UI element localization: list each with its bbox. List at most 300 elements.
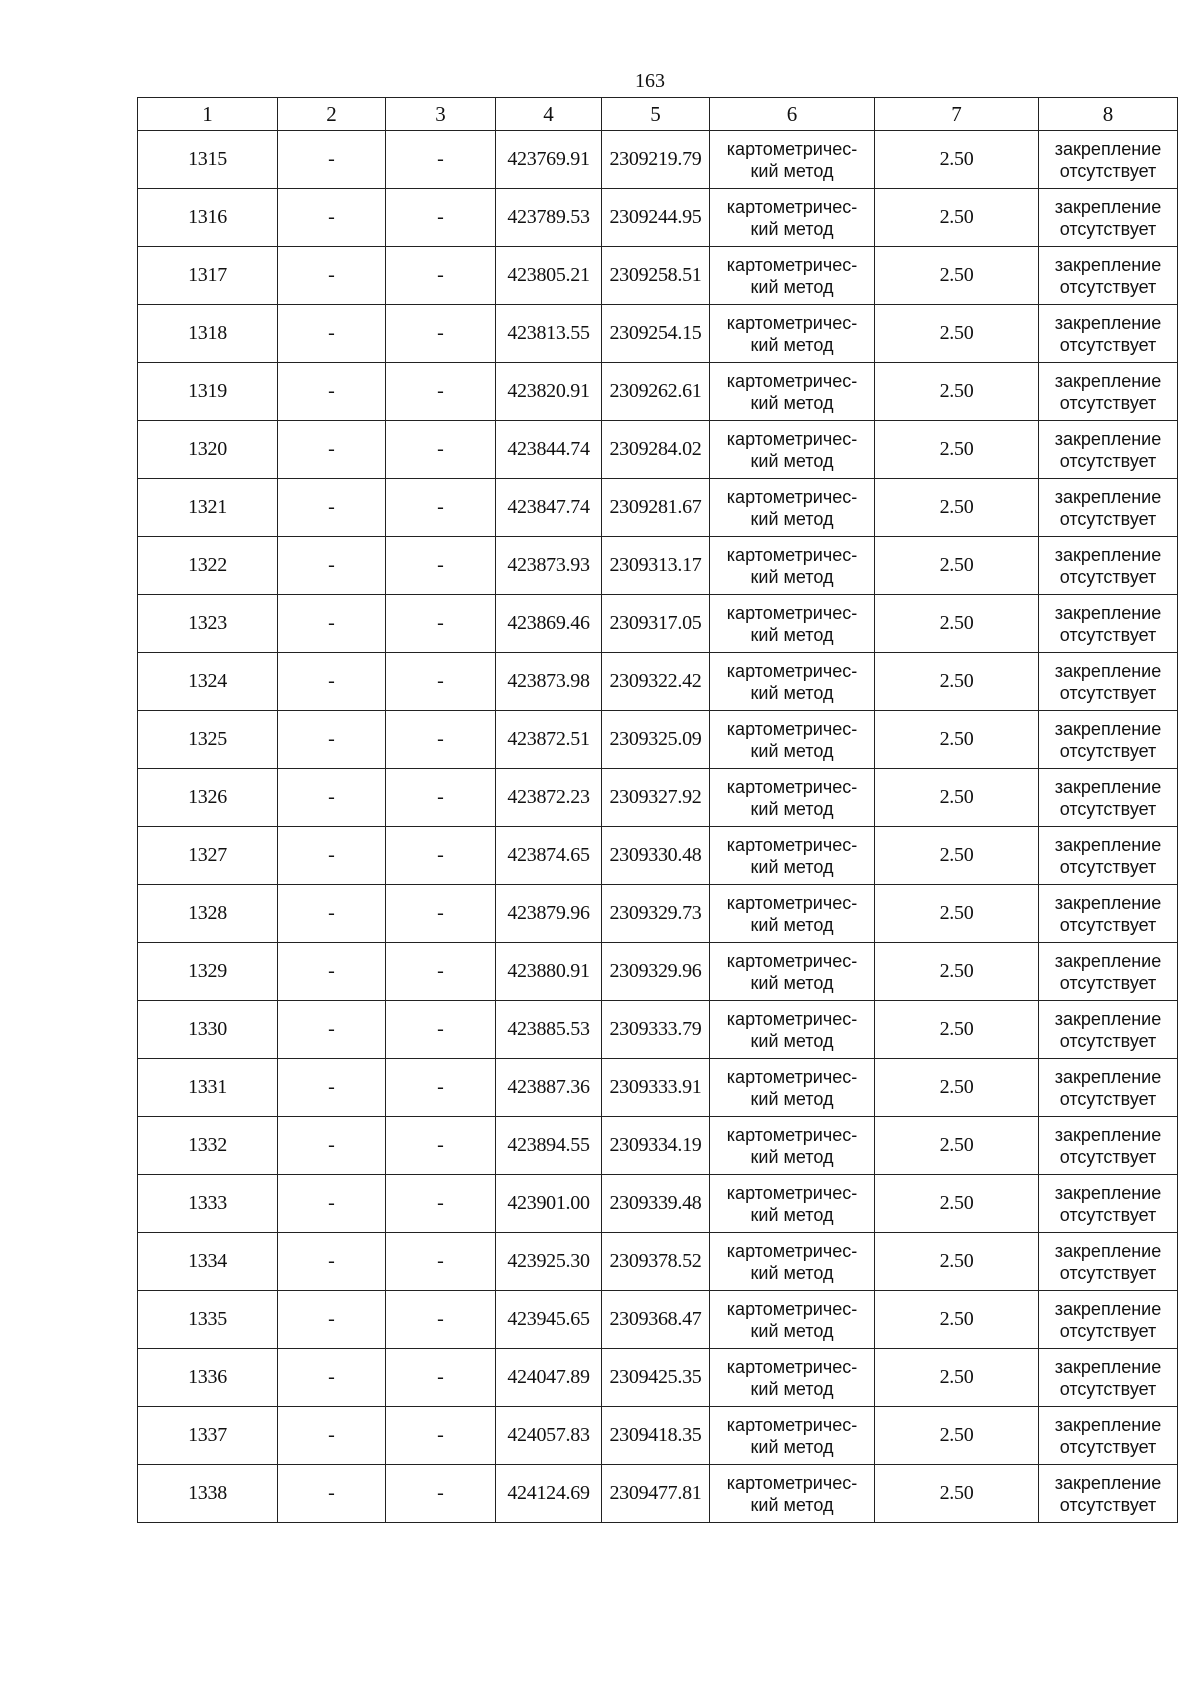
- column-2-cell: -: [278, 537, 386, 595]
- y-coordinate-cell: 2309258.51: [602, 247, 710, 305]
- column-3-cell: -: [386, 885, 496, 943]
- method-text: картометричес-: [726, 1356, 858, 1377]
- fixation-text: закрепление: [1054, 138, 1162, 159]
- accuracy-cell: 2.50: [875, 827, 1039, 885]
- accuracy-cell: 2.50: [875, 769, 1039, 827]
- y-coordinate-cell: 2309477.81: [602, 1465, 710, 1523]
- fixation-cell: [1039, 305, 1178, 363]
- table-row: [138, 537, 1178, 595]
- fixation-text: отсутствует: [1059, 1436, 1157, 1457]
- table-row: [138, 1291, 1178, 1349]
- point-number-cell: 1317: [138, 247, 278, 305]
- method-text: картометричес-: [726, 1008, 858, 1029]
- x-coordinate-cell: 423869.46: [496, 595, 602, 653]
- point-number-cell: 1326: [138, 769, 278, 827]
- column-2-cell: -: [278, 1001, 386, 1059]
- method-cell: [710, 711, 875, 769]
- column-header: 8: [1039, 98, 1178, 131]
- fixation-text: закрепление: [1054, 370, 1162, 391]
- column-2-cell: -: [278, 247, 386, 305]
- table-row: [138, 1175, 1178, 1233]
- fixation-text: отсутствует: [1059, 1146, 1157, 1167]
- y-coordinate-cell: 2309327.92: [602, 769, 710, 827]
- method-cell: [710, 1465, 875, 1523]
- method-text: кий метод: [750, 1204, 834, 1225]
- fixation-text: закрепление: [1054, 1356, 1162, 1377]
- method-text: картометричес-: [726, 370, 858, 391]
- point-number-cell: 1334: [138, 1233, 278, 1291]
- x-coordinate-cell: 424124.69: [496, 1465, 602, 1523]
- column-2-cell: -: [278, 1059, 386, 1117]
- column-3-cell: -: [386, 1291, 496, 1349]
- table-row: [138, 711, 1178, 769]
- fixation-text: закрепление: [1054, 1124, 1162, 1145]
- fixation-cell: [1039, 131, 1178, 189]
- fixation-cell: [1039, 1059, 1178, 1117]
- x-coordinate-cell: 423901.00: [496, 1175, 602, 1233]
- column-3-cell: -: [386, 479, 496, 537]
- table-row: [138, 1233, 1178, 1291]
- y-coordinate-cell: 2309333.91: [602, 1059, 710, 1117]
- table-row: [138, 479, 1178, 537]
- column-2-cell: -: [278, 595, 386, 653]
- fixation-text: отсутствует: [1059, 392, 1157, 413]
- column-3-cell: -: [386, 189, 496, 247]
- column-2-cell: -: [278, 827, 386, 885]
- fixation-text: отсутствует: [1059, 1320, 1157, 1341]
- method-text: кий метод: [750, 682, 834, 703]
- method-text: кий метод: [750, 914, 834, 935]
- method-text: картометричес-: [726, 892, 858, 913]
- column-2-cell: -: [278, 1291, 386, 1349]
- x-coordinate-cell: 423844.74: [496, 421, 602, 479]
- page-number: 163: [635, 70, 665, 92]
- accuracy-cell: 2.50: [875, 653, 1039, 711]
- column-header: 1: [138, 98, 278, 131]
- point-number-cell: 1338: [138, 1465, 278, 1523]
- column-3-cell: -: [386, 421, 496, 479]
- point-number-cell: 1318: [138, 305, 278, 363]
- method-text: кий метод: [750, 392, 834, 413]
- column-3-cell: -: [386, 1465, 496, 1523]
- fixation-text: закрепление: [1054, 428, 1162, 449]
- column-2-cell: -: [278, 1117, 386, 1175]
- fixation-text: отсутствует: [1059, 624, 1157, 645]
- method-text: картометричес-: [726, 544, 858, 565]
- table-row: [138, 885, 1178, 943]
- point-number-cell: 1330: [138, 1001, 278, 1059]
- y-coordinate-cell: 2309329.96: [602, 943, 710, 1001]
- method-text: картометричес-: [726, 1124, 858, 1145]
- column-header: 6: [710, 98, 875, 131]
- fixation-text: закрепление: [1054, 776, 1162, 797]
- fixation-text: отсутствует: [1059, 972, 1157, 993]
- column-3-cell: -: [386, 247, 496, 305]
- point-number-cell: 1336: [138, 1349, 278, 1407]
- method-text: картометричес-: [726, 486, 858, 507]
- y-coordinate-cell: 2309254.15: [602, 305, 710, 363]
- fixation-cell: [1039, 189, 1178, 247]
- method-text: кий метод: [750, 624, 834, 645]
- fixation-cell: [1039, 479, 1178, 537]
- column-header: 7: [875, 98, 1039, 131]
- method-text: кий метод: [750, 1262, 834, 1283]
- column-3-cell: -: [386, 1001, 496, 1059]
- fixation-text: отсутствует: [1059, 798, 1157, 819]
- column-header: 2: [278, 98, 386, 131]
- column-2-cell: -: [278, 421, 386, 479]
- method-text: кий метод: [750, 1378, 834, 1399]
- accuracy-cell: 2.50: [875, 1059, 1039, 1117]
- fixation-text: закрепление: [1054, 602, 1162, 623]
- fixation-cell: [1039, 827, 1178, 885]
- fixation-text: закрепление: [1054, 834, 1162, 855]
- method-cell: [710, 595, 875, 653]
- point-number-cell: 1328: [138, 885, 278, 943]
- y-coordinate-cell: 2309418.35: [602, 1407, 710, 1465]
- accuracy-cell: 2.50: [875, 189, 1039, 247]
- x-coordinate-cell: 423872.23: [496, 769, 602, 827]
- method-cell: [710, 189, 875, 247]
- method-text: картометричес-: [726, 1240, 858, 1261]
- fixation-cell: [1039, 769, 1178, 827]
- accuracy-cell: 2.50: [875, 363, 1039, 421]
- coordinates-table: [137, 97, 1178, 1523]
- column-3-cell: -: [386, 305, 496, 363]
- column-3-cell: -: [386, 131, 496, 189]
- column-2-cell: -: [278, 1465, 386, 1523]
- x-coordinate-cell: 423874.65: [496, 827, 602, 885]
- column-2-cell: -: [278, 711, 386, 769]
- column-2-cell: -: [278, 305, 386, 363]
- fixation-text: закрепление: [1054, 1298, 1162, 1319]
- table-row: [138, 305, 1178, 363]
- fixation-text: отсутствует: [1059, 1378, 1157, 1399]
- accuracy-cell: 2.50: [875, 537, 1039, 595]
- method-text: картометричес-: [726, 1298, 858, 1319]
- accuracy-cell: 2.50: [875, 1233, 1039, 1291]
- x-coordinate-cell: 423887.36: [496, 1059, 602, 1117]
- method-text: кий метод: [750, 508, 834, 529]
- fixation-text: отсутствует: [1059, 1262, 1157, 1283]
- column-2-cell: -: [278, 769, 386, 827]
- method-cell: [710, 943, 875, 1001]
- table-row: [138, 247, 1178, 305]
- table-body: [138, 131, 1178, 1523]
- y-coordinate-cell: 2309313.17: [602, 537, 710, 595]
- fixation-cell: [1039, 1001, 1178, 1059]
- method-cell: [710, 1001, 875, 1059]
- method-text: картометричес-: [726, 660, 858, 681]
- y-coordinate-cell: 2309333.79: [602, 1001, 710, 1059]
- column-2-cell: -: [278, 363, 386, 421]
- method-text: картометричес-: [726, 428, 858, 449]
- x-coordinate-cell: 423813.55: [496, 305, 602, 363]
- table-row: [138, 1059, 1178, 1117]
- method-text: кий метод: [750, 218, 834, 239]
- table-row: [138, 189, 1178, 247]
- column-3-cell: -: [386, 1407, 496, 1465]
- y-coordinate-cell: 2309284.02: [602, 421, 710, 479]
- table-row: [138, 1117, 1178, 1175]
- column-3-cell: -: [386, 363, 496, 421]
- method-text: картометричес-: [726, 718, 858, 739]
- x-coordinate-cell: 423879.96: [496, 885, 602, 943]
- method-cell: [710, 305, 875, 363]
- table-row: [138, 1407, 1178, 1465]
- y-coordinate-cell: 2309262.61: [602, 363, 710, 421]
- fixation-text: отсутствует: [1059, 566, 1157, 587]
- fixation-text: закрепление: [1054, 1414, 1162, 1435]
- y-coordinate-cell: 2309281.67: [602, 479, 710, 537]
- accuracy-cell: 2.50: [875, 885, 1039, 943]
- fixation-cell: [1039, 363, 1178, 421]
- method-cell: [710, 421, 875, 479]
- fixation-text: закрепление: [1054, 312, 1162, 333]
- fixation-cell: [1039, 1465, 1178, 1523]
- accuracy-cell: 2.50: [875, 711, 1039, 769]
- point-number-cell: 1316: [138, 189, 278, 247]
- method-text: картометричес-: [726, 776, 858, 797]
- accuracy-cell: 2.50: [875, 479, 1039, 537]
- table-row: [138, 769, 1178, 827]
- method-text: кий метод: [750, 1494, 834, 1515]
- method-cell: [710, 1291, 875, 1349]
- method-text: картометричес-: [726, 254, 858, 275]
- fixation-cell: [1039, 1175, 1178, 1233]
- fixation-text: отсутствует: [1059, 856, 1157, 877]
- point-number-cell: 1324: [138, 653, 278, 711]
- accuracy-cell: 2.50: [875, 1465, 1039, 1523]
- fixation-text: закрепление: [1054, 1472, 1162, 1493]
- fixation-text: отсутствует: [1059, 740, 1157, 761]
- point-number-cell: 1321: [138, 479, 278, 537]
- fixation-text: отсутствует: [1059, 160, 1157, 181]
- fixation-cell: [1039, 1407, 1178, 1465]
- x-coordinate-cell: 423894.55: [496, 1117, 602, 1175]
- method-cell: [710, 363, 875, 421]
- table-row: [138, 653, 1178, 711]
- column-2-cell: -: [278, 189, 386, 247]
- table-row: [138, 1001, 1178, 1059]
- method-text: кий метод: [750, 798, 834, 819]
- method-text: кий метод: [750, 1088, 834, 1109]
- method-text: кий метод: [750, 450, 834, 471]
- accuracy-cell: 2.50: [875, 1407, 1039, 1465]
- table-row: [138, 363, 1178, 421]
- y-coordinate-cell: 2309339.48: [602, 1175, 710, 1233]
- fixation-text: закрепление: [1054, 718, 1162, 739]
- method-cell: [710, 537, 875, 595]
- method-text: картометричес-: [726, 1066, 858, 1087]
- point-number-cell: 1327: [138, 827, 278, 885]
- accuracy-cell: 2.50: [875, 1001, 1039, 1059]
- column-2-cell: -: [278, 885, 386, 943]
- fixation-text: отсутствует: [1059, 1088, 1157, 1109]
- table-row: [138, 827, 1178, 885]
- fixation-cell: [1039, 1349, 1178, 1407]
- fixation-text: закрепление: [1054, 1182, 1162, 1203]
- fixation-cell: [1039, 653, 1178, 711]
- method-text: кий метод: [750, 276, 834, 297]
- point-number-cell: 1325: [138, 711, 278, 769]
- point-number-cell: 1319: [138, 363, 278, 421]
- method-cell: [710, 131, 875, 189]
- method-text: кий метод: [750, 740, 834, 761]
- fixation-text: отсутствует: [1059, 508, 1157, 529]
- method-text: кий метод: [750, 160, 834, 181]
- method-text: картометричес-: [726, 602, 858, 623]
- y-coordinate-cell: 2309334.19: [602, 1117, 710, 1175]
- fixation-text: отсутствует: [1059, 276, 1157, 297]
- fixation-text: отсутствует: [1059, 1204, 1157, 1225]
- x-coordinate-cell: 423945.65: [496, 1291, 602, 1349]
- fixation-cell: [1039, 1117, 1178, 1175]
- method-cell: [710, 1117, 875, 1175]
- fixation-text: отсутствует: [1059, 682, 1157, 703]
- accuracy-cell: 2.50: [875, 943, 1039, 1001]
- method-text: кий метод: [750, 856, 834, 877]
- column-2-cell: -: [278, 943, 386, 1001]
- column-2-cell: -: [278, 1349, 386, 1407]
- accuracy-cell: 2.50: [875, 305, 1039, 363]
- accuracy-cell: 2.50: [875, 1117, 1039, 1175]
- column-2-cell: -: [278, 1407, 386, 1465]
- y-coordinate-cell: 2309325.09: [602, 711, 710, 769]
- method-cell: [710, 885, 875, 943]
- point-number-cell: 1322: [138, 537, 278, 595]
- x-coordinate-cell: 423880.91: [496, 943, 602, 1001]
- point-number-cell: 1315: [138, 131, 278, 189]
- method-cell: [710, 1233, 875, 1291]
- fixation-text: закрепление: [1054, 1008, 1162, 1029]
- method-cell: [710, 827, 875, 885]
- method-text: кий метод: [750, 1436, 834, 1457]
- column-header: 3: [386, 98, 496, 131]
- x-coordinate-cell: 424047.89: [496, 1349, 602, 1407]
- fixation-text: отсутствует: [1059, 218, 1157, 239]
- y-coordinate-cell: 2309378.52: [602, 1233, 710, 1291]
- fixation-text: закрепление: [1054, 544, 1162, 565]
- column-header: 4: [496, 98, 602, 131]
- fixation-text: закрепление: [1054, 486, 1162, 507]
- fixation-text: отсутствует: [1059, 1030, 1157, 1051]
- method-cell: [710, 1407, 875, 1465]
- y-coordinate-cell: 2309317.05: [602, 595, 710, 653]
- method-text: картометричес-: [726, 312, 858, 333]
- x-coordinate-cell: 423789.53: [496, 189, 602, 247]
- point-number-cell: 1335: [138, 1291, 278, 1349]
- method-text: картометричес-: [726, 1472, 858, 1493]
- y-coordinate-cell: 2309425.35: [602, 1349, 710, 1407]
- fixation-cell: [1039, 537, 1178, 595]
- column-2-cell: -: [278, 1233, 386, 1291]
- column-3-cell: -: [386, 943, 496, 1001]
- fixation-text: отсутствует: [1059, 914, 1157, 935]
- accuracy-cell: 2.50: [875, 131, 1039, 189]
- y-coordinate-cell: 2309329.73: [602, 885, 710, 943]
- method-text: картометричес-: [726, 1182, 858, 1203]
- header-row: [138, 98, 1178, 131]
- column-3-cell: -: [386, 1059, 496, 1117]
- x-coordinate-cell: 423873.93: [496, 537, 602, 595]
- column-3-cell: -: [386, 1233, 496, 1291]
- fixation-text: закрепление: [1054, 254, 1162, 275]
- fixation-cell: [1039, 885, 1178, 943]
- x-coordinate-cell: 423873.98: [496, 653, 602, 711]
- method-text: кий метод: [750, 1146, 834, 1167]
- fixation-cell: [1039, 421, 1178, 479]
- y-coordinate-cell: 2309244.95: [602, 189, 710, 247]
- y-coordinate-cell: 2309322.42: [602, 653, 710, 711]
- column-3-cell: -: [386, 1349, 496, 1407]
- fixation-cell: [1039, 711, 1178, 769]
- method-cell: [710, 479, 875, 537]
- x-coordinate-cell: 423847.74: [496, 479, 602, 537]
- x-coordinate-cell: 423925.30: [496, 1233, 602, 1291]
- column-3-cell: -: [386, 827, 496, 885]
- method-cell: [710, 769, 875, 827]
- column-3-cell: -: [386, 1117, 496, 1175]
- method-cell: [710, 1175, 875, 1233]
- method-text: кий метод: [750, 334, 834, 355]
- column-header: 5: [602, 98, 710, 131]
- fixation-text: закрепление: [1054, 660, 1162, 681]
- fixation-text: закрепление: [1054, 196, 1162, 217]
- method-text: кий метод: [750, 1030, 834, 1051]
- table-row: [138, 1465, 1178, 1523]
- column-3-cell: -: [386, 769, 496, 827]
- accuracy-cell: 2.50: [875, 595, 1039, 653]
- x-coordinate-cell: 423769.91: [496, 131, 602, 189]
- accuracy-cell: 2.50: [875, 1291, 1039, 1349]
- column-2-cell: -: [278, 653, 386, 711]
- fixation-text: отсутствует: [1059, 450, 1157, 471]
- method-text: картометричес-: [726, 834, 858, 855]
- point-number-cell: 1320: [138, 421, 278, 479]
- column-2-cell: -: [278, 131, 386, 189]
- point-number-cell: 1332: [138, 1117, 278, 1175]
- fixation-cell: [1039, 247, 1178, 305]
- column-3-cell: -: [386, 653, 496, 711]
- fixation-text: закрепление: [1054, 892, 1162, 913]
- table-row: [138, 421, 1178, 479]
- method-cell: [710, 653, 875, 711]
- y-coordinate-cell: 2309368.47: [602, 1291, 710, 1349]
- point-number-cell: 1331: [138, 1059, 278, 1117]
- method-cell: [710, 247, 875, 305]
- column-3-cell: -: [386, 1175, 496, 1233]
- x-coordinate-cell: 423872.51: [496, 711, 602, 769]
- x-coordinate-cell: 423885.53: [496, 1001, 602, 1059]
- fixation-text: отсутствует: [1059, 334, 1157, 355]
- x-coordinate-cell: 423820.91: [496, 363, 602, 421]
- method-text: картометричес-: [726, 196, 858, 217]
- column-3-cell: -: [386, 537, 496, 595]
- method-text: картометричес-: [726, 950, 858, 971]
- column-2-cell: -: [278, 479, 386, 537]
- x-coordinate-cell: 424057.83: [496, 1407, 602, 1465]
- method-text: кий метод: [750, 566, 834, 587]
- point-number-cell: 1337: [138, 1407, 278, 1465]
- fixation-text: отсутствует: [1059, 1494, 1157, 1515]
- method-text: кий метод: [750, 1320, 834, 1341]
- point-number-cell: 1323: [138, 595, 278, 653]
- fixation-cell: [1039, 595, 1178, 653]
- table-row: [138, 131, 1178, 189]
- fixation-cell: [1039, 1233, 1178, 1291]
- method-text: кий метод: [750, 972, 834, 993]
